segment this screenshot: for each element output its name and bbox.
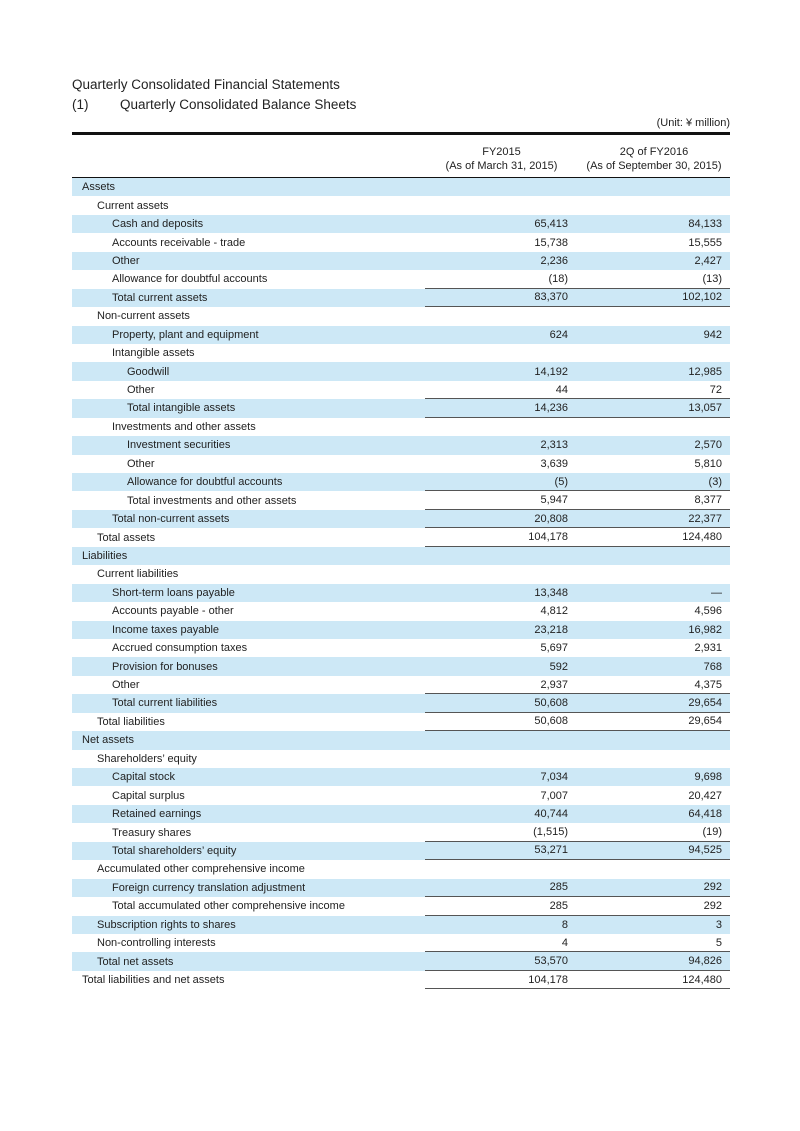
table-header [72, 135, 730, 178]
value-fy2015: 5,697 [540, 642, 568, 655]
row-label: Total liabilities [97, 715, 165, 728]
table-row [72, 916, 730, 934]
value-fy2015: 2,313 [540, 439, 568, 452]
table-row [72, 528, 730, 546]
value-2q-fy2016 [578, 731, 730, 749]
value-fy2015 [425, 196, 578, 214]
value-fy2015: 53,570 [425, 952, 578, 970]
value-2q-fy2016 [578, 565, 730, 583]
row-label: Property, plant and equipment [112, 328, 259, 341]
value-fy2015: 285 [425, 879, 578, 897]
table-row [72, 344, 730, 362]
value-2q-fy2016 [578, 307, 730, 325]
value-fy2015: (5) [425, 473, 578, 491]
row-label: Total intangible assets [127, 402, 236, 415]
row-label: Capital stock [112, 771, 175, 784]
table-row [72, 326, 730, 344]
table-row [72, 657, 730, 675]
value-2q-fy2016: 29,654 [578, 694, 730, 712]
value-2q-fy2016 [578, 418, 730, 436]
value-fy2015: 20,808 [425, 510, 578, 528]
value-2q-fy2016: 20,427 [688, 789, 722, 802]
row-label: Investments and other assets [112, 420, 256, 433]
table-row [72, 270, 730, 288]
table-row [72, 381, 730, 399]
row-label: Total current assets [112, 291, 208, 304]
row-label: Non-current assets [97, 310, 190, 323]
table-row [72, 473, 730, 491]
value-fy2015: (18) [425, 270, 578, 288]
table-row [72, 602, 730, 620]
table-row [72, 731, 730, 749]
row-label: Shareholders’ equity [97, 752, 197, 765]
value-2q-fy2016: 4,375 [578, 676, 730, 694]
value-fy2015: 15,738 [534, 236, 568, 249]
row-label: Other [127, 457, 155, 470]
row-label: Other [127, 384, 155, 397]
value-2q-fy2016: 5,810 [694, 457, 722, 470]
row-label: Investment securities [127, 439, 231, 452]
value-fy2015: 624 [549, 328, 568, 341]
table-row [72, 510, 730, 528]
table-row [72, 676, 730, 694]
value-2q-fy2016: 102,102 [578, 289, 730, 307]
value-2q-fy2016: 292 [578, 897, 730, 915]
value-fy2015 [425, 750, 578, 768]
value-fy2015 [425, 731, 578, 749]
table-row [72, 842, 730, 860]
table-row [72, 362, 730, 380]
value-fy2015: 104,178 [425, 971, 578, 989]
value-fy2015: 104,178 [425, 528, 578, 546]
table-row [72, 584, 730, 602]
value-fy2015: 50,608 [425, 713, 578, 731]
value-fy2015: 7,007 [540, 789, 568, 802]
table-row [72, 289, 730, 307]
value-2q-fy2016: 124,480 [578, 528, 730, 546]
table-row [72, 897, 730, 915]
column-header-2q-fy2016 [578, 146, 730, 173]
column-header-fy2015-name: FY2015 [482, 146, 521, 158]
value-2q-fy2016 [578, 860, 730, 878]
value-fy2015: 65,413 [534, 218, 568, 231]
value-2q-fy2016 [578, 196, 730, 214]
value-2q-fy2016: 5 [578, 934, 730, 952]
table-row [72, 215, 730, 233]
value-fy2015 [425, 344, 578, 362]
row-label: Goodwill [127, 365, 170, 378]
value-2q-fy2016: 4,596 [694, 605, 722, 618]
table-body [72, 178, 730, 989]
table-row [72, 639, 730, 657]
row-label: Accounts receivable - trade [112, 236, 246, 249]
row-label: Income taxes payable [112, 623, 220, 636]
value-fy2015: 2,236 [540, 254, 568, 267]
value-2q-fy2016: 3 [715, 918, 722, 931]
table-row [72, 879, 730, 897]
row-label: Provision for bonuses [112, 660, 218, 673]
table-row [72, 436, 730, 454]
value-2q-fy2016: 2,427 [694, 254, 722, 267]
value-fy2015: 4 [425, 934, 578, 952]
value-fy2015: 40,744 [534, 808, 568, 821]
row-label: Treasury shares [112, 826, 192, 839]
value-fy2015: 8 [561, 918, 568, 931]
value-2q-fy2016: 13,057 [578, 399, 730, 417]
table-row [72, 768, 730, 786]
value-fy2015: 7,034 [540, 771, 568, 784]
value-fy2015: 14,236 [425, 399, 578, 417]
value-2q-fy2016: 2,931 [694, 642, 722, 655]
value-fy2015: 592 [549, 660, 568, 673]
table-row [72, 196, 730, 214]
table-row [72, 252, 730, 270]
row-label: Cash and deposits [112, 218, 204, 231]
row-label: Allowance for doubtful accounts [112, 273, 268, 286]
value-fy2015 [425, 860, 578, 878]
value-fy2015: 83,370 [425, 289, 578, 307]
table-row [72, 971, 730, 989]
value-fy2015 [425, 565, 578, 583]
row-label: Net assets [82, 734, 134, 747]
row-label: Assets [82, 181, 116, 194]
value-fy2015 [425, 178, 578, 196]
document-subtitle [72, 97, 356, 113]
subtitle-number: (1) [72, 97, 89, 112]
value-2q-fy2016 [578, 344, 730, 362]
row-label: Intangible assets [112, 347, 195, 360]
row-label: Total accumulated other comprehensive income [112, 900, 345, 913]
value-2q-fy2016: 124,480 [578, 971, 730, 989]
value-fy2015 [425, 547, 578, 565]
row-label: Liabilities [82, 549, 128, 562]
subtitle-text: Quarterly Consolidated Balance Sheets [120, 97, 357, 112]
value-fy2015: 50,608 [425, 694, 578, 712]
row-label: Foreign currency translation adjustment [112, 881, 306, 894]
value-fy2015: 13,348 [534, 586, 568, 599]
row-label: Total current liabilities [112, 697, 218, 710]
table-row [72, 952, 730, 970]
value-2q-fy2016: 16,982 [688, 623, 722, 636]
value-fy2015: (1,515) [425, 823, 578, 841]
value-fy2015: 3,639 [540, 457, 568, 470]
value-2q-fy2016: 94,826 [578, 952, 730, 970]
value-2q-fy2016: 9,698 [694, 771, 722, 784]
row-label: Total liabilities and net assets [82, 974, 225, 987]
row-label: Accumulated other comprehensive income [97, 863, 305, 876]
value-fy2015 [425, 307, 578, 325]
row-label: Total investments and other assets [127, 494, 297, 507]
column-header-fy2015-date: (As of March 31, 2015) [445, 159, 558, 172]
value-2q-fy2016: (19) [578, 823, 730, 841]
row-label: Total net assets [97, 955, 174, 968]
value-2q-fy2016 [578, 547, 730, 565]
row-label: Allowance for doubtful accounts [127, 476, 283, 489]
value-2q-fy2016: (3) [578, 473, 730, 491]
value-fy2015: 44 [425, 381, 578, 399]
table-row [72, 565, 730, 583]
value-fy2015 [425, 418, 578, 436]
document-title: Quarterly Consolidated Financial Statements [72, 77, 340, 92]
value-2q-fy2016: 84,133 [688, 218, 722, 231]
value-2q-fy2016 [578, 178, 730, 196]
row-label: Retained earnings [112, 808, 202, 821]
value-2q-fy2016: 12,985 [688, 365, 722, 378]
table-row [72, 713, 730, 731]
value-fy2015: 14,192 [534, 365, 568, 378]
row-label: Non-controlling interests [97, 937, 216, 950]
value-fy2015: 4,812 [540, 605, 568, 618]
value-2q-fy2016: — [711, 586, 722, 599]
value-fy2015: 23,218 [534, 623, 568, 636]
value-fy2015: 53,271 [425, 842, 578, 860]
row-label: Total non-current assets [112, 513, 230, 526]
value-2q-fy2016: 2,570 [694, 439, 722, 452]
table-row [72, 547, 730, 565]
value-2q-fy2016: 72 [578, 381, 730, 399]
row-label: Current assets [97, 199, 169, 212]
column-header-2q-fy2016-name: 2Q of FY2016 [619, 146, 689, 158]
value-fy2015: 285 [425, 897, 578, 915]
value-2q-fy2016 [578, 750, 730, 768]
table-row [72, 399, 730, 417]
value-fy2015: 5,947 [425, 491, 578, 509]
table-row [72, 178, 730, 196]
row-label: Accrued consumption taxes [112, 642, 248, 655]
table-row [72, 934, 730, 952]
row-label: Other [112, 679, 140, 692]
table-row [72, 307, 730, 325]
row-label: Subscription rights to shares [97, 918, 236, 931]
row-label: Accounts payable - other [112, 605, 234, 618]
column-header-fy2015 [425, 146, 578, 173]
table-row [72, 694, 730, 712]
column-header-2q-fy2016-date: (As of September 30, 2015) [586, 159, 722, 172]
table-row [72, 621, 730, 639]
value-2q-fy2016: 942 [703, 328, 722, 341]
value-2q-fy2016: 64,418 [688, 808, 722, 821]
value-2q-fy2016: 22,377 [578, 510, 730, 528]
table-row [72, 786, 730, 804]
row-label: Other [112, 254, 140, 267]
balance-sheet-table [72, 132, 730, 989]
table-row [72, 823, 730, 841]
value-2q-fy2016: 768 [703, 660, 722, 673]
table-row [72, 860, 730, 878]
value-2q-fy2016: 94,525 [578, 842, 730, 860]
row-label: Total assets [97, 531, 156, 544]
row-label: Total shareholders’ equity [112, 844, 237, 857]
value-2q-fy2016: 29,654 [578, 713, 730, 731]
value-fy2015: 2,937 [425, 676, 578, 694]
table-row [72, 233, 730, 251]
table-row [72, 418, 730, 436]
value-2q-fy2016: 292 [578, 879, 730, 897]
value-2q-fy2016: 15,555 [688, 236, 722, 249]
table-row [72, 491, 730, 509]
table-row [72, 455, 730, 473]
table-row [72, 750, 730, 768]
value-2q-fy2016: 8,377 [578, 491, 730, 509]
table-row [72, 805, 730, 823]
row-label: Short-term loans payable [112, 586, 235, 599]
row-label: Current liabilities [97, 568, 179, 581]
row-label: Capital surplus [112, 789, 185, 802]
unit-note: (Unit: ¥ million) [656, 117, 730, 129]
value-2q-fy2016: (13) [578, 270, 730, 288]
